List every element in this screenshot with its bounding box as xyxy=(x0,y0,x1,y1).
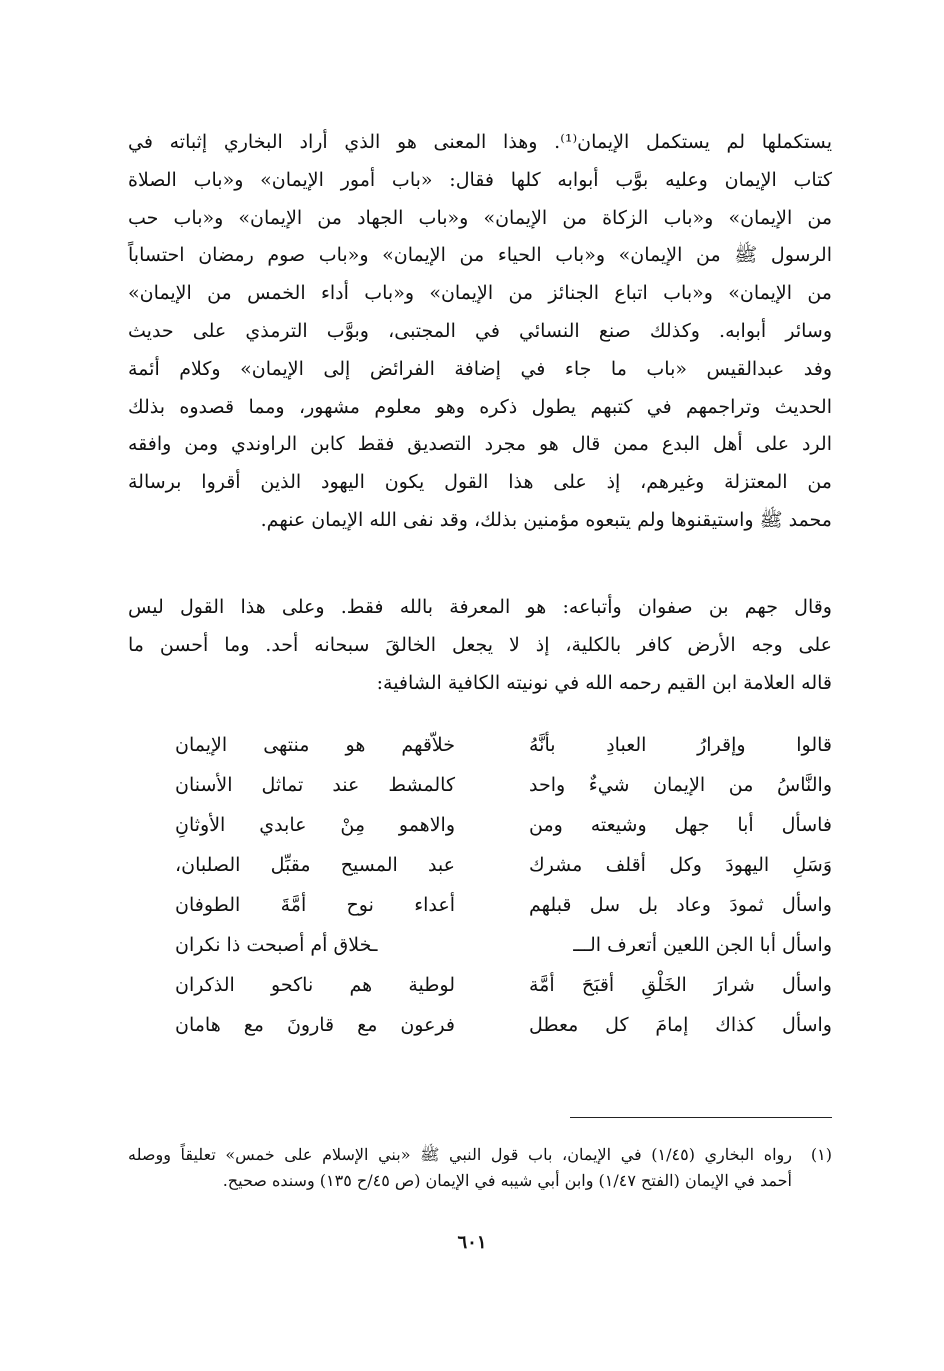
poem-verse xyxy=(175,854,832,894)
verse-second-hemistich: والاهمو مِنْ عابدي الأوثانِ xyxy=(175,814,455,836)
verse-second-hemistich: كالمشط عند تماثل الأسنان xyxy=(175,774,455,796)
footnote-text xyxy=(128,1142,792,1194)
text-line: قاله العلامة ابن القيم رحمه الله في نونيته الكافية الشافية: xyxy=(376,671,832,694)
verse-second-hemistich: فرعون مع قارونَ مع هامان xyxy=(175,1014,455,1036)
poem-verse xyxy=(175,734,832,774)
poem-verse xyxy=(175,894,832,934)
text-line: وسائر أبوابه. وكذلك صنع النسائي في المجتبى، وبوَّب الترمذي على حديث xyxy=(128,319,832,342)
verse-second-hemistich: أعداء نوح أمَّةَ الطوفان xyxy=(175,894,455,916)
text-line: وقال جهم بن صفوان وأتباعه: هو المعرفة بالله فقط. وعلى هذا القول ليس xyxy=(128,596,832,618)
text-line: وفد عبدالقيس «باب ما جاء في إضافة الفرائض إلى الإيمان» وكلام أئمة xyxy=(128,357,832,380)
verse-first-hemistich: واسأل ثمودَ وعاد بل سل قبلهم xyxy=(529,894,832,916)
poem-verse xyxy=(175,934,832,974)
page-number: ٦٠١ xyxy=(457,1232,487,1253)
verse-first-hemistich: واسأل كذاك إمامَ كل معطل xyxy=(529,1014,832,1036)
poem-verse xyxy=(175,814,832,854)
text-line: كتاب الإيمان وعليه بوَّب أبوابه كلها فقال: «باب أمور الإيمان» و«باب الصلاة xyxy=(128,168,832,191)
paragraph-2 xyxy=(128,589,832,702)
footnote-line: رواه البخاري (١/٤٥) في الإيمان، باب قول النبي ﷺ «بني الإسلام على خمس» تعليقاً ووصله xyxy=(128,1145,792,1164)
footnote xyxy=(128,1142,832,1194)
text-line: الرسول ﷺ من الإيمان» و«باب الحياء من الإيمان» و«باب صوم رمضان احتساباً xyxy=(128,244,832,267)
poem-verse xyxy=(175,774,832,814)
footnote-separator xyxy=(570,1117,832,1118)
text-line: من الإيمان» و«باب الزكاة من الإيمان» و«باب الجهاد من الإيمان» و«باب حب xyxy=(128,206,832,229)
footnote-line: أحمد في الإيمان (الفتح ١/٤٧) وابن أبي شيبه في الإيمان (ص ٤٥/ح ١٣٥) وسنده صحيح. xyxy=(222,1171,792,1190)
verse-second-hemistich: ـخلاق أم أصبحت ذا نكران xyxy=(175,934,378,956)
verse-first-hemistich: واسأل أبا الجن اللعين أتعرف الـــ xyxy=(573,934,832,956)
verse-first-hemistich: واسأل شرارَ الخَلْقِ أقبَحَ أمَّة xyxy=(529,974,832,996)
verse-first-hemistich: قالوا وإقرارُ العبادِ بأنَّهُ xyxy=(529,734,832,756)
poem-verse xyxy=(175,1014,832,1054)
poem-verse xyxy=(175,974,832,1014)
verse-first-hemistich: فاسأل أبا جهل وشيعته ومن xyxy=(529,814,832,836)
text-line: الرد على أهل البدع ممن قال هو مجرد التصديق فقط كابن الراوندي ومن وافقه xyxy=(128,433,832,456)
text-line: من المعتزلة وغيرهم، إذ على هذا القول يكون اليهود الذين أقروا برسالة xyxy=(128,471,832,494)
poem xyxy=(175,734,832,1054)
paragraph-1 xyxy=(128,124,832,540)
text-line: محمد ﷺ واستيقنوها ولم يتبعوه مؤمنين بذلك، وقد نفى الله الإيمان عنهم. xyxy=(260,508,832,531)
footnote-number: (١) xyxy=(810,1145,832,1164)
verse-first-hemistich: والنَّاسُ من الإيمان شيءٌ واحد xyxy=(529,774,832,796)
text-line: يستكملها لم يستكمل الإيمان⁽¹⁾. وهذا المعنى هو الذي أراد البخاري إثباته في xyxy=(128,131,832,153)
text-line: من الإيمان» و«باب اتباع الجنائز من الإيمان» و«باب أداء الخمس من الإيمان» xyxy=(128,282,832,305)
verse-second-hemistich: عبد المسيح مقبِّل الصلبان، xyxy=(175,854,455,876)
verse-first-hemistich: وَسَلِ اليهودَ وكل أقلف مشرك xyxy=(529,854,832,876)
text-line: الحديث وتراجمهم في كتبهم يطول ذكره وهو معلوم مشهور، ومما قصدوه بذلك xyxy=(128,395,832,418)
verse-second-hemistich: خلاّقهم هو منتهى الإيمان xyxy=(175,734,455,756)
verse-second-hemistich: لوطية هم ناكحو الذكران xyxy=(175,974,455,996)
text-line: على وجه الأرض كافر بالكلية، إذ لا يجعل الخالقَ سبحانه أحد. وما أحسن ما xyxy=(128,633,832,656)
